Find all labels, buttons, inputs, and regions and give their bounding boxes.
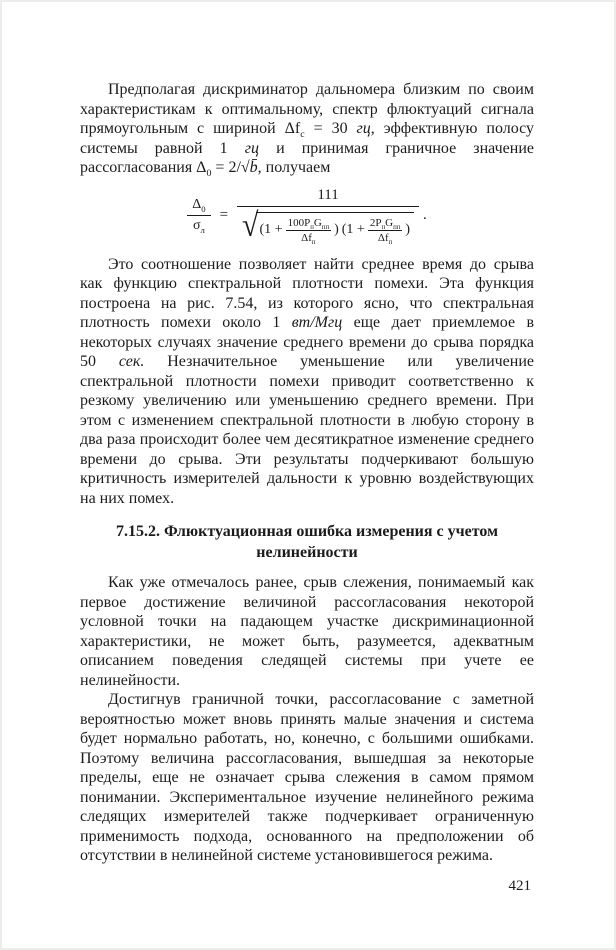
- math-subscript: 0: [206, 168, 212, 180]
- inner-fraction-2-numerator: [368, 217, 403, 231]
- math-subscript: с: [300, 129, 305, 141]
- math-equation: = 2/: [211, 159, 241, 176]
- formula-rhs-fraction: [237, 187, 419, 244]
- sqrt-expression: [242, 206, 414, 246]
- paragraph-intro: [80, 80, 534, 178]
- text-run: еще дает приемлемое в некоторых случаях значение среднего времени до срыва порядка 50: [80, 314, 534, 370]
- math-base: σ: [192, 217, 201, 233]
- unit-sec: сек.: [118, 353, 145, 370]
- text-run: , эффективную полосу системы равной 1: [80, 120, 535, 157]
- math-base: Δf: [377, 231, 389, 244]
- paragraph-mean-time: [80, 255, 534, 509]
- math-subscript: п: [381, 223, 386, 231]
- inline-math-delta0: [196, 159, 258, 180]
- inner-fraction-1-numerator: [286, 217, 332, 231]
- inner-fraction-1-denominator: [286, 231, 332, 244]
- close-paren: ): [334, 222, 339, 237]
- math-b: b̄: [249, 159, 258, 176]
- math-base: 2P: [369, 216, 382, 229]
- math-subscript: п: [311, 238, 316, 246]
- math-subscript: пп: [321, 223, 330, 231]
- math-base: G: [385, 216, 394, 229]
- inline-math-delta-fc: [284, 120, 371, 141]
- text-run: Незначительное уменьшение или увеличение спектральной плотности помехи приводит соответственно к резкому увеличению или уменьшению среднего времени. При этом с изменением спектральной плотности в любую сторону в два раза происходит более чем десятикратное изменение среднего времени до срыва. Эти результаты подчеркивают большую критичность измерителей дальности к уровню воздействующих на них помех.: [80, 353, 535, 507]
- equals-sign: =: [219, 206, 229, 223]
- unit-hz: гц: [244, 139, 259, 157]
- math-base: 100P: [287, 216, 311, 229]
- inner-fraction-2-denominator: [368, 231, 403, 244]
- unit-hz: гц: [356, 120, 371, 137]
- math-base: Δ: [192, 196, 202, 212]
- math-subscript: пп: [393, 223, 401, 231]
- formula-rhs-numerator: 111: [237, 187, 419, 207]
- paragraph-nonlinear-regime: Достигнув граничной точки, рассогласование с заметной вероятностью может вновь принять малые значения и система будет нормально работать, но, конечно, с большими ошибками. Поэтому величина рассогласования, вышедшая за некоторые пределы, еще не означает срыва слежения в самом прямом понимании. Экспериментальное изучение нелинейного режима следящих измерителей также подчеркивает ограниченную применимость подхода, основанного на предположении об отсутствии в нелинейной системе установившегося режима.: [80, 691, 534, 865]
- math-base: Δf: [301, 231, 312, 244]
- math-base: Δ: [196, 159, 207, 176]
- formula-period: .: [423, 206, 427, 223]
- formula-lhs-denominator: [187, 216, 210, 234]
- formula-block: [80, 187, 534, 244]
- section-heading: 7.15.2. Флюктуационная ошибка измерения с учетом нелинейности: [115, 523, 499, 562]
- math-subscript: п: [310, 223, 314, 231]
- inner-fraction-1: [286, 217, 332, 244]
- open-paren: (1 +: [259, 222, 283, 237]
- open-paren: (1 +: [341, 222, 365, 237]
- radicand: [256, 212, 415, 244]
- math-subscript: л: [200, 224, 205, 235]
- paragraph-breaklock-definition: Как уже отмечалось ранее, срыв слежения, понимаемый как первое достижение величиной рассогласования некоторой условной точки на падающем участке дискриминационной характеристики, не может быть, разумеется, адекватным описанием поведения следящей системы при учете ее нелинейности.: [80, 574, 534, 689]
- unit-w-per-mhz: вт/Мгц: [291, 314, 343, 331]
- text-run: Это соотношение позволяет найти среднее время до срыва как функцию спектральной плотности помехи. Эта функция построена на рис. 7.54, из которого ясно, что спектральная плотность помехи около 1: [80, 255, 534, 331]
- page-number: 421: [508, 877, 531, 894]
- math-base: Δf: [284, 120, 301, 137]
- text-run: и принимая граничное значение рассогласования: [80, 139, 535, 176]
- formula-lhs-fraction: [187, 197, 210, 234]
- math-subscript: п: [388, 238, 393, 246]
- math-base: G: [313, 216, 322, 229]
- sqrt-sign: √: [240, 159, 250, 176]
- text-run: Предполагая дискриминатор дальномера близким по своим характеристикам к оптимальному, спектр флюктуаций сигнала прямоугольным с шириной: [80, 81, 534, 137]
- formula-rhs-denominator: [237, 207, 419, 244]
- inner-fraction-2: [368, 217, 403, 244]
- close-paren: ): [405, 222, 411, 237]
- math-equation: = 30: [304, 120, 357, 137]
- text-run: , получаем: [257, 159, 331, 176]
- sqrt-sign: √: [242, 206, 259, 244]
- formula-lhs-numerator: [187, 197, 210, 216]
- math-subscript: 0: [201, 203, 206, 214]
